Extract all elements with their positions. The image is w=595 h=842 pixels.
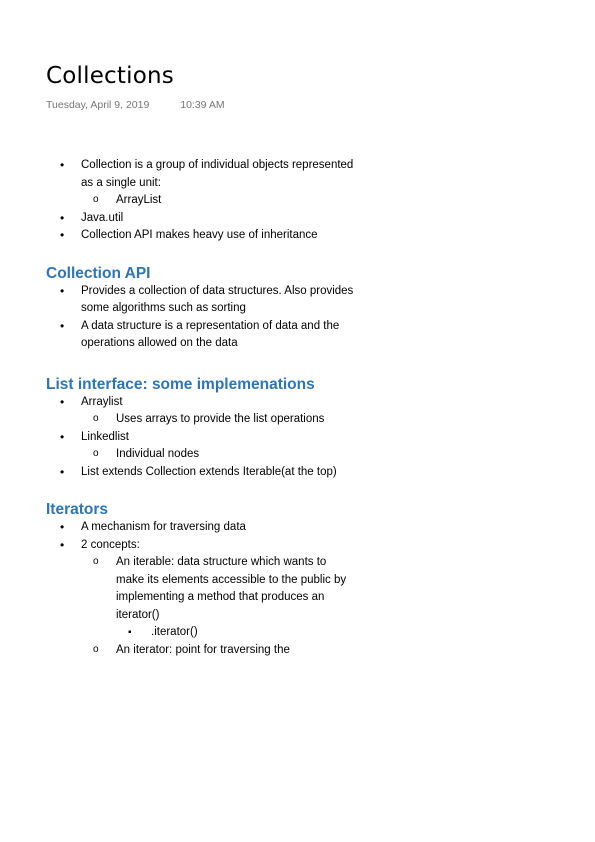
sub-list-item: o Individual nodes xyxy=(81,446,356,464)
sub-list-item: o Uses arrays to provide the list operations xyxy=(81,411,356,429)
page-time: 10:39 AM xyxy=(180,99,225,111)
list-item xyxy=(46,394,356,429)
iterators-list xyxy=(46,519,356,659)
list-item-text: Linkedlist xyxy=(81,430,129,443)
list-item: • Provides a collection of data structures. Also provides some algorithms such as sorting xyxy=(46,283,356,318)
list-item-text: Collection is a group of individual objects represented as a single unit: xyxy=(81,159,354,189)
list-item: • List extends Collection extends Iterable(at the top) xyxy=(46,464,356,482)
list-item: • A mechanism for traversing data xyxy=(46,519,356,537)
list-item-text: 2 concepts: xyxy=(81,538,140,551)
page-title: Collections xyxy=(46,63,174,89)
sub-list-item: o An iterator: point for traversing the xyxy=(81,642,356,660)
section-heading-collection-api: Collection API xyxy=(46,264,151,282)
list-item xyxy=(46,537,356,660)
page-metadata xyxy=(46,99,225,111)
sub-sub-list-item: ▪ .iterator() xyxy=(116,624,356,642)
section-heading-iterators: Iterators xyxy=(46,501,109,518)
list-item xyxy=(46,157,356,210)
sub-list xyxy=(81,192,356,210)
intro-list xyxy=(46,157,356,245)
list-item-text: Arraylist xyxy=(81,395,123,408)
sub-list xyxy=(81,446,356,464)
page-date: Tuesday, April 9, 2019 xyxy=(46,99,150,111)
list-item xyxy=(46,429,356,464)
sub-list-item-text: An iterable: data structure which wants to make its elements accessible to the public by implementing a method that produces an iterator() xyxy=(116,556,347,621)
page-content xyxy=(46,157,356,659)
sub-list xyxy=(81,411,356,429)
sub-list xyxy=(81,554,356,659)
sub-list-item xyxy=(81,554,356,642)
list-item: • Java.util xyxy=(46,210,356,228)
sub-list-item: o ArrayList xyxy=(81,192,356,210)
list-item: • A data structure is a representation of data and the operations allowed on the data xyxy=(46,318,356,353)
list-interface-list xyxy=(46,394,356,482)
list-item: • Collection API makes heavy use of inheritance xyxy=(46,227,356,245)
sub-sub-list xyxy=(116,624,356,642)
section-heading-list-interface: List interface: some implemenations xyxy=(46,375,315,393)
collection-api-list xyxy=(46,283,356,353)
